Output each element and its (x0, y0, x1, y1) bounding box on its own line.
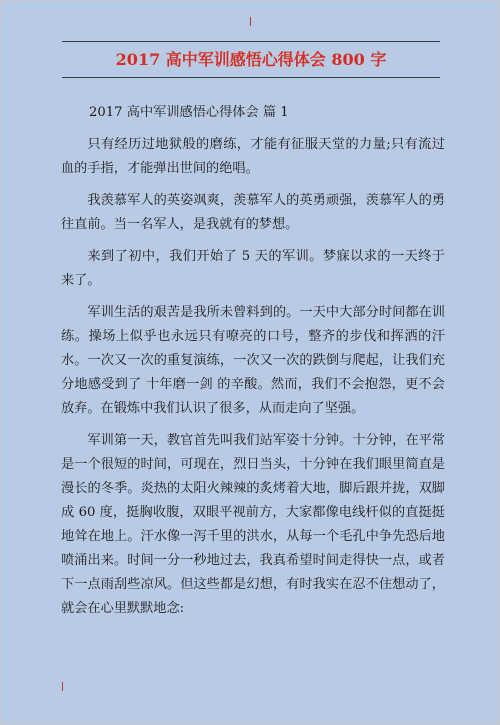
paragraph-3: 来到了初中，我们开始了 5 天的军训。梦寐以求的一天终于来了。 (61, 249, 445, 288)
paragraph-2: 我羡慕军人的英姿飒爽，羡慕军人的英勇顽强，羡慕军人的勇往直前。当一名军人，是我就有的梦想。 (61, 193, 445, 232)
paragraph-1: 只有经历过地狱般的磨练，才能有征服天堂的力量;只有流过血的手指，才能弹出世间的绝唱。 (61, 137, 445, 176)
title-top-rule (62, 41, 440, 42)
document-title: 2017 高中军训感悟心得体会 800 字 (115, 50, 387, 69)
section-heading: 2017 高中军训感悟心得体会 篇 1 (89, 105, 289, 120)
document-body (61, 101, 445, 621)
paragraph-4: 军训生活的艰苦是我所未曾料到的。一天中大部分时间都在训练。操场上似乎也永远只有嘹亮的口号，整齐的步伐和挥洒的汗水。一次又一次的重复演练，一次又一次的跌倒与爬起，让我们充分地感受到了 十年磨一剑 的辛酸。然而，我们不会抱怨，更不会放弃。在锻炼中我们认识了很多，从而走向了坚强。 (61, 305, 445, 416)
bottom-margin-marker (62, 682, 63, 691)
top-margin-marker (250, 17, 251, 26)
title-bottom-rule (62, 77, 440, 78)
paragraph-5: 军训第一天，教官首先叫我们站军姿十分钟。十分钟，在平常是一个很短的时间，可现在，烈日当头，十分钟在我们眼里简直是漫长的冬季。炎热的太阳火辣辣的炙烤着大地，脚后跟并拢，双脚成 60 度，挺胸收腹，双眼平视前方，大家都像电线杆似的直挺挺地耸在地上。汗水像一泻千里的洪水，从每一个毛孔中争先恐后地喷涌出来。时间一分一秒地过去，我真希望时间走得快一点，或者下一点雨刮些凉风。但这些都是幻想，有时我实在忍不住想动了，就会在心里默默地念: (61, 433, 445, 616)
